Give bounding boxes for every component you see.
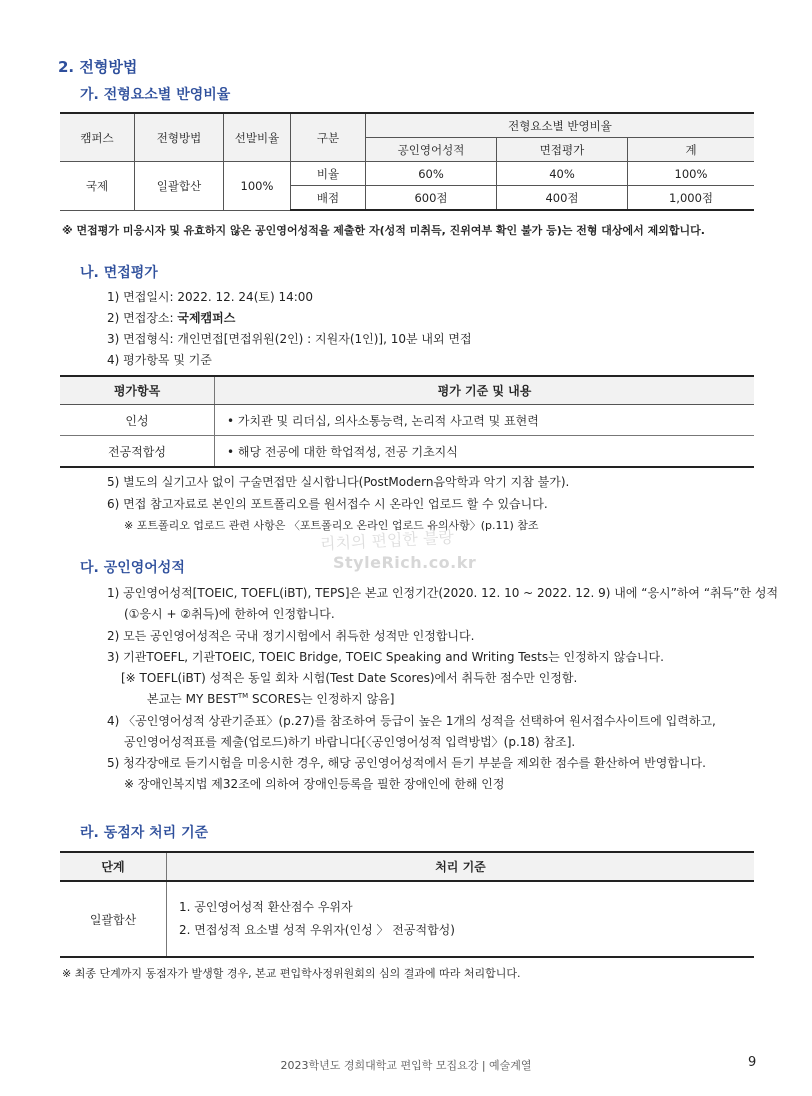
stage-cell: 일괄합산 (60, 881, 167, 957)
header-group: 전형요소별 반영비율 (366, 113, 755, 138)
english-item-4: 4) 〈공인영어성적 상관기준표〉(p.27)를 참조하여 등급이 높은 1개의 성적을 선택하여 원서접수사이트에 입력하고, (107, 714, 716, 728)
english-item-1-cont: (①응시 + ②취득)에 한하여 인정합니다. (124, 607, 335, 621)
interview-place (107, 309, 235, 326)
tiebreak-note: ※ 최종 단계까지 동점자가 발생할 경우, 본교 편입학사정위원회의 심의 결과에 따라 처리합니다. (62, 967, 521, 980)
eval-item-1: 인성 (60, 405, 215, 436)
english-item-4-cont: 공인영어성적표를 제출(업로드)하기 바랍니다[〈공인영어성적 입력방법〉(p.18) 참조]. (124, 735, 576, 749)
header-division: 구분 (291, 113, 366, 162)
header-interview: 면접평가 (497, 138, 628, 162)
subsection-title-c: 다. 공인영어성적 (80, 560, 185, 576)
english-item-3-note-1: [※ TOEFL(iBT) 성적은 동일 회차 시험(Test Date Scores)에서 취득한 점수만 인정함. (121, 671, 578, 685)
tiebreak-criterion-2: 2. 면접성적 요소별 성적 우위자(인성 〉 전공적합성) (179, 923, 455, 937)
ratio-table (60, 112, 754, 211)
cell-row2-label: 배점 (291, 186, 366, 211)
cell-row2-total: 1,000점 (628, 186, 755, 211)
tiebreak-criterion-1: 1. 공인영어성적 환산점수 우위자 (179, 900, 353, 914)
portfolio-reference: ※ 포트폴리오 업로드 관련 사항은 〈포트폴리오 온라인 업로드 유의사항〉(p.11) 참조 (124, 519, 539, 532)
header-method: 전형방법 (135, 113, 224, 162)
header-tiebreak-criteria: 처리 기준 (167, 852, 755, 881)
section-title: 2. 전형방법 (58, 58, 138, 76)
cell-row1-eng: 60% (366, 162, 497, 186)
header-ratio: 선발비율 (224, 113, 291, 162)
watermark-url: StyleRich.co.kr (333, 553, 477, 572)
trademark: TM (237, 692, 249, 700)
cell-row1-interview: 40% (497, 162, 628, 186)
cell-campus: 국제 (60, 162, 135, 211)
subsection-title-b: 나. 면접평가 (80, 265, 158, 281)
cell-row2-eng: 600점 (366, 186, 497, 211)
interview-format: 3) 면접형식: 개인면접[면접위원(2인) : 지원자(1인)], 10분 내외 면접 (107, 332, 472, 346)
evaluation-table (60, 375, 754, 468)
tiebreak-criteria-cell (167, 881, 755, 957)
english-item-5-note: ※ 장애인복지법 제32조에 의하여 장애인등록을 필한 장애인에 한해 인정 (124, 777, 505, 791)
interview-place-label: 2) 면접장소: (107, 311, 178, 325)
page-number: 9 (748, 1055, 757, 1070)
cell-method: 일괄합산 (135, 162, 224, 211)
english-item-2: 2) 모든 공인영어성적은 국내 정기시험에서 취득한 성적만 인정합니다. (107, 629, 475, 643)
header-english: 공인영어성적 (366, 138, 497, 162)
eval-criteria-1: • 가치관 및 리더십, 의사소통능력, 논리적 사고력 및 표현력 (215, 405, 755, 436)
my-best-text-2: SCORES는 인정하지 않음] (248, 692, 395, 706)
exclusion-note: ※ 면접평가 미응시자 및 유효하지 않은 공인영어성적을 제출한 자(성적 미취득, 진위여부 확인 불가 등)는 전형 대상에서 제외합니다. (62, 224, 705, 237)
english-item-1: 1) 공인영어성적[TOEIC, TOEFL(iBT), TEPS]은 본교 인정기간(2020. 12. 10 ~ 2022. 12. 9) 내에 “응시”하여 “취득”한 성적 (107, 586, 779, 600)
watermark-text: 리치의 편입한 블랑 (319, 527, 455, 554)
cell-row1-total: 100% (628, 162, 755, 186)
eval-criteria-2: • 해당 전공에 대한 학업적성, 전공 기초지식 (215, 436, 755, 468)
header-campus: 캠퍼스 (60, 113, 135, 162)
subsection-title-a: 가. 전형요소별 반영비율 (80, 87, 231, 103)
page-footer: 2023학년도 경희대학교 편입학 모집요강 | 예술계열 (280, 1059, 532, 1072)
english-item-3: 3) 기관TOEFL, 기관TOEIC, TOEIC Bridge, TOEIC Speaking and Writing Tests는 인정하지 않습니다. (107, 650, 664, 664)
header-stage: 단계 (60, 852, 167, 881)
interview-date: 1) 면접일시: 2022. 12. 24(토) 14:00 (107, 290, 314, 304)
portfolio-note: 6) 면접 참고자료로 본인의 포트폴리오를 원서접수 시 온라인 업로드 할 수 있습니다. (107, 497, 548, 511)
cell-row1-label: 비율 (291, 162, 366, 186)
oral-interview-note: 5) 별도의 실기고사 없이 구술면접만 실시합니다(PostModern음악학과 악기 지참 불가). (107, 475, 570, 489)
header-eval-criteria: 평가 기준 및 내용 (215, 376, 755, 405)
english-item-3-note-2 (147, 690, 394, 707)
tiebreak-table (60, 851, 754, 958)
subsection-title-d: 라. 동점자 처리 기준 (80, 825, 209, 841)
cell-row2-interview: 400점 (497, 186, 628, 211)
header-eval-item: 평가항목 (60, 376, 215, 405)
cell-ratio: 100% (224, 162, 291, 211)
interview-place-value: 국제캠퍼스 (177, 311, 236, 325)
evaluation-criteria-label: 4) 평가항목 및 기준 (107, 353, 212, 367)
eval-item-2: 전공적합성 (60, 436, 215, 468)
english-item-5: 5) 청각장애로 듣기시험을 미응시한 경우, 해당 공인영어성적에서 듣기 부분을 제외한 점수를 환산하여 반영합니다. (107, 756, 706, 770)
header-total: 계 (628, 138, 755, 162)
my-best-text: 본교는 MY BEST (147, 692, 238, 706)
